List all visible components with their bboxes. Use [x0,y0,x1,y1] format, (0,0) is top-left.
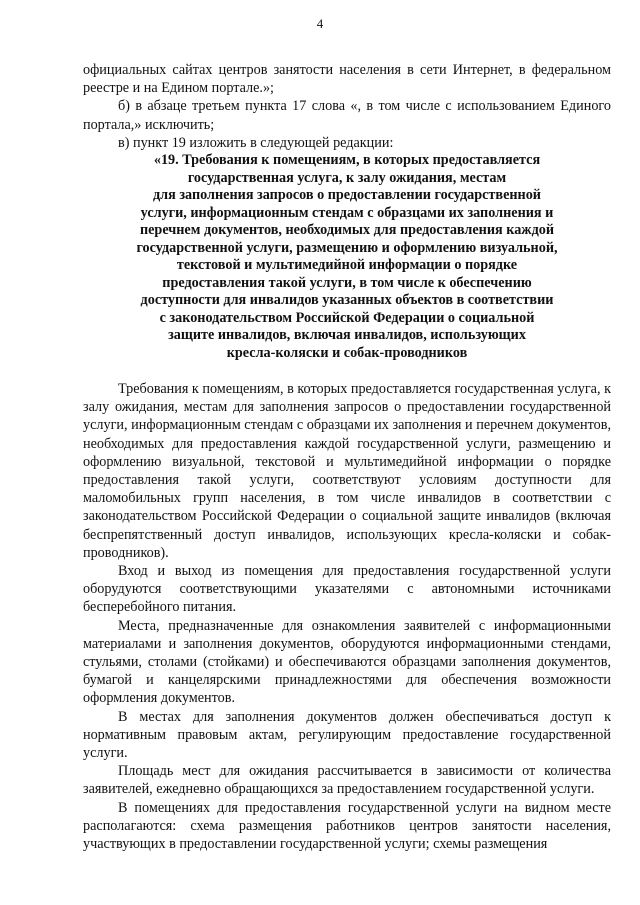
heading-line: кресла-коляски и собак-проводников [226,344,468,361]
paragraph-legal-acts-access: В местах для заполнения документов должен обеспечиваться доступ к нормативным правовым актам, регулирующим предоставление государственной услуги. [83,708,611,762]
heading-line: услуги, информационным стендам с образцами их заполнения и [140,204,554,221]
heading-line: государственная услуга, к залу ожидания, местам [187,169,507,186]
paragraph-waiting-area: Площадь мест для ожидания рассчитывается в зависимости от количества заявителей, ежедневно обращающихся за предоставлением государственной услуги. [83,763,611,798]
paragraph-requirements: Требования к помещениям, в которых предоставляется государственная услуга, к залу ожидания, местам для заполнения запросов о предоставлении государственной услуги, информационным стендам с образцами их заполнения и перечнем документов, необходимых для предоставления каждой государственной услуги, размещению и оформлению визуальной, текстовой и мультимедийной информации о порядке предоставления такой услуги, соответствуют условиям доступности для маломобильных групп населения, в том числе инвалидов в соответствии с законодательством Российской Федерации о социальной защите инвалидов (включая беспрепятственный доступ инвалидов, использующих кресла-коляски и собак-проводников). [83,381,611,561]
heading-line: текстовой и мультимедийной информации о порядке [176,257,518,273]
heading-line: для заполнения запросов о предоставлении государственной [153,187,541,203]
heading-line: с законодательством Российской Федерации о социальной [159,309,535,326]
paragraph-item-b: б) в абзаце третьем пункта 17 слова «, в том числе с использованием Единого портала,» исключить; [83,98,611,133]
main-text-block [83,380,611,853]
paragraph-continuation: официальных сайтах центров занятости населения в сети Интернет, в федеральном реестре и на Едином портале.»; [83,62,611,97]
heading-line: защите инвалидов, включая инвалидов, использующих [168,327,526,343]
paragraph-premises-layout: В помещениях для предоставления государственной услуги на видном месте располагаются: схема размещения работников центров занятости населения, участвующих в предоставлении государственной услуги; схемы размещения [83,799,611,853]
heading-line: предоставления такой услуги, в том числе к обеспечению [162,274,532,291]
heading-line: «19. Требования к помещениям, в которых предоставляется [153,152,541,168]
heading-line: перечнем документов, необходимых для предоставления каждой [139,222,555,238]
heading-line: государственной услуги, размещению и оформлению визуальной, [136,239,558,256]
paragraph-item-v: в) пункт 19 изложить в следующей редакции: [118,134,394,151]
top-text-block [83,61,611,152]
section-heading [83,152,611,362]
paragraph-entrance-exit: Вход и выход из помещения для предоставления государственной услуги оборудуются соответствующими указателями с автономными источниками бесперебойного питания. [83,563,611,616]
heading-line: доступности для инвалидов указанных объектов в соответствии [140,292,554,308]
paragraph-information-places: Места, предназначенные для ознакомления заявителей с информационными материалами и заполнения документов, оборудуются информационными стендами, стульями, столами (стойками) и обеспечиваются образцами заполнения документов, бумагой и канцелярскими принадлежностями для обеспечения возможности оформления документов. [83,617,611,707]
page-number: 4 [316,16,324,31]
